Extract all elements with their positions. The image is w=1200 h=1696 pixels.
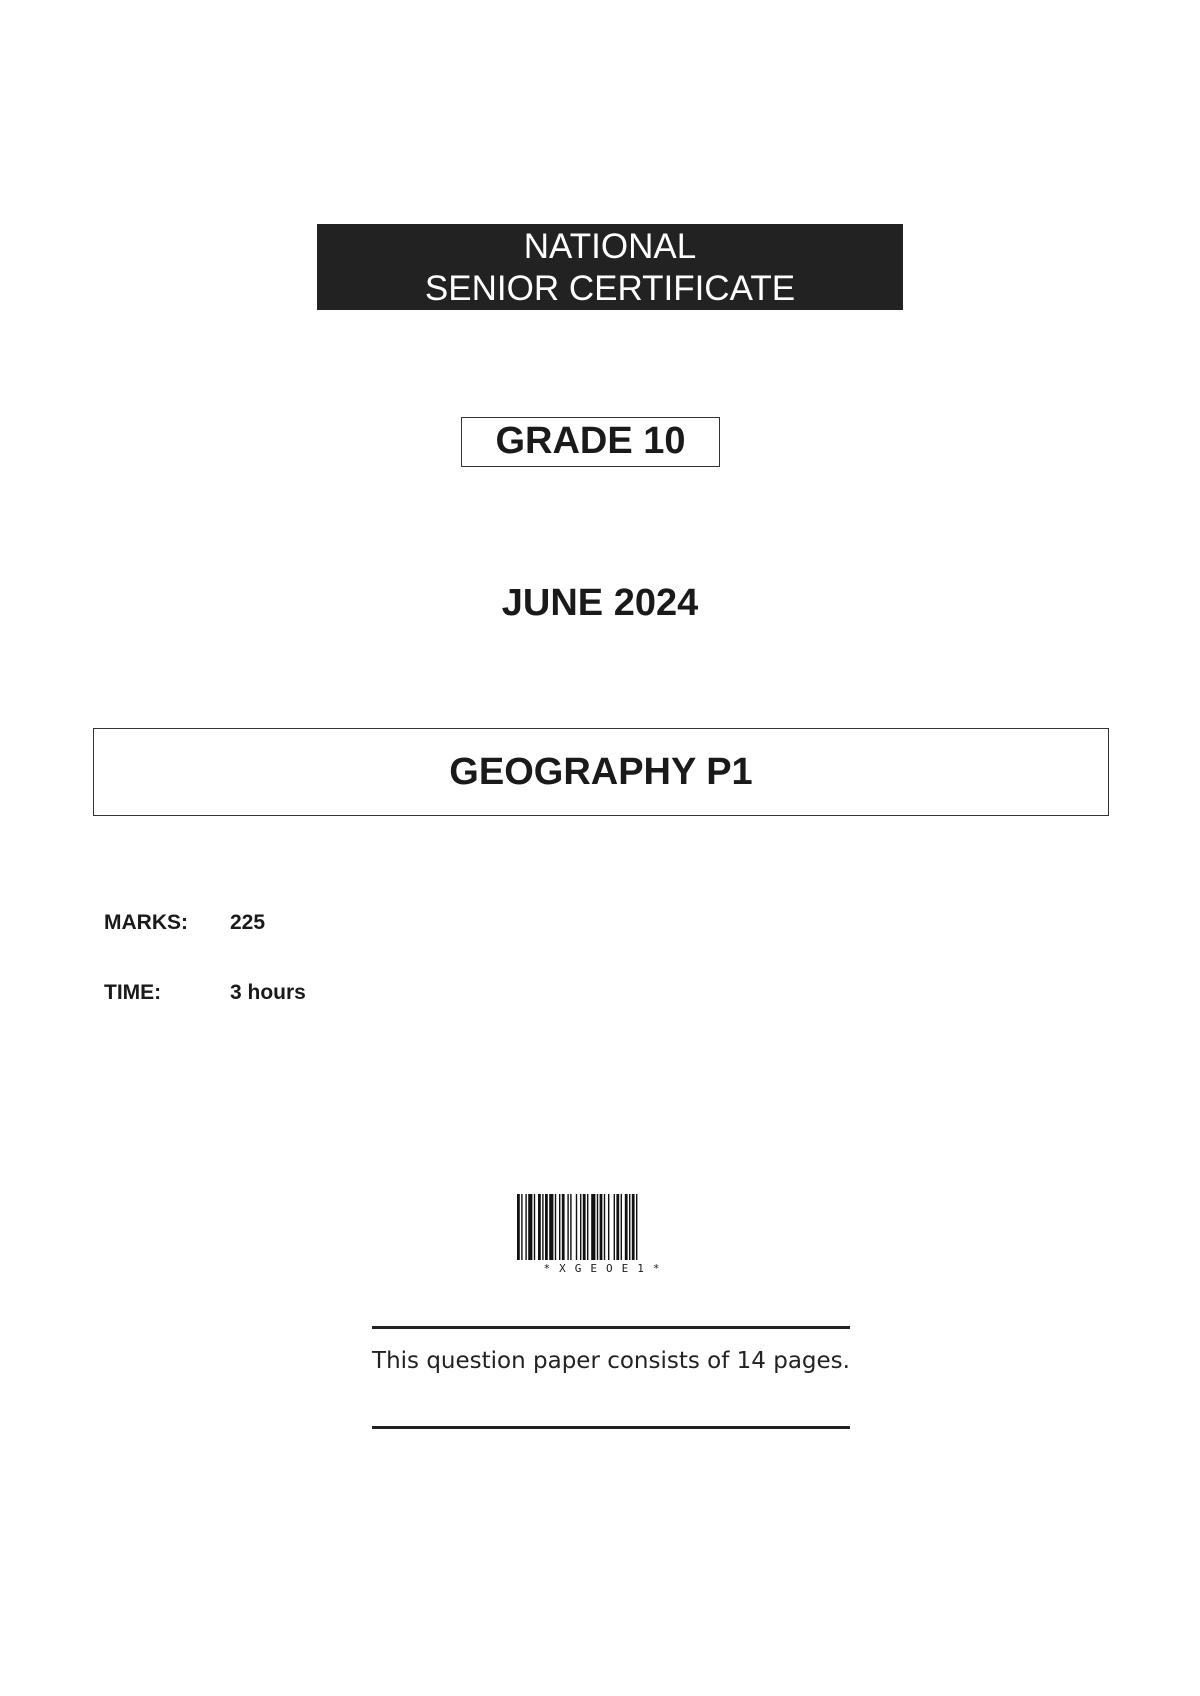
barcode-bar <box>534 1194 535 1260</box>
barcode-bars <box>516 1194 696 1260</box>
barcode-bar <box>525 1194 526 1260</box>
marks-label: MARKS: <box>104 911 188 934</box>
marks-value: 225 <box>230 911 266 934</box>
subject-title: GEOGRAPHY P1 <box>93 728 1109 816</box>
barcode-bar <box>559 1194 560 1260</box>
barcode-bar <box>604 1194 605 1260</box>
barcode-bar <box>517 1194 520 1260</box>
barcode-bar <box>616 1194 619 1260</box>
barcode-bar <box>621 1194 622 1260</box>
barcode-bar <box>580 1194 581 1260</box>
page-count-note: This question paper consists of 14 pages. <box>372 1348 850 1374</box>
barcode-bar <box>549 1194 553 1260</box>
footer-divider-top <box>372 1326 850 1329</box>
barcode-bar <box>629 1194 630 1260</box>
barcode-bar <box>562 1194 565 1260</box>
time-label: TIME: <box>104 981 162 1004</box>
grade-label: GRADE 10 <box>461 417 720 467</box>
barcode-bar <box>528 1194 532 1260</box>
barcode-bar <box>567 1194 568 1260</box>
barcode-bar <box>538 1194 541 1260</box>
barcode-bar <box>600 1194 603 1260</box>
barcode-bar <box>576 1194 577 1260</box>
banner-line-senior-certificate: SENIOR CERTIFICATE <box>424 269 796 308</box>
exam-date: JUNE 2024 <box>501 582 699 624</box>
barcode-bar <box>614 1194 615 1260</box>
barcode-text: *XGEOE1* <box>543 1262 669 1275</box>
barcode-bar <box>591 1194 595 1260</box>
barcode-bar <box>583 1194 586 1260</box>
barcode-bar <box>636 1194 637 1260</box>
banner-line-national: NATIONAL <box>523 227 697 266</box>
barcode-bar <box>632 1194 635 1260</box>
barcode-bar <box>625 1194 628 1260</box>
time-value: 3 hours <box>230 981 306 1004</box>
barcode-bar <box>570 1194 571 1260</box>
barcode-bar <box>545 1194 548 1260</box>
barcode-bar <box>587 1194 588 1260</box>
footer-divider-bottom <box>372 1426 850 1429</box>
certificate-banner <box>317 224 903 310</box>
barcode-bar <box>542 1194 543 1260</box>
barcode-bar <box>555 1194 556 1260</box>
barcode-bar <box>521 1194 522 1260</box>
barcode-bar <box>597 1194 598 1260</box>
barcode-bar <box>608 1194 609 1260</box>
